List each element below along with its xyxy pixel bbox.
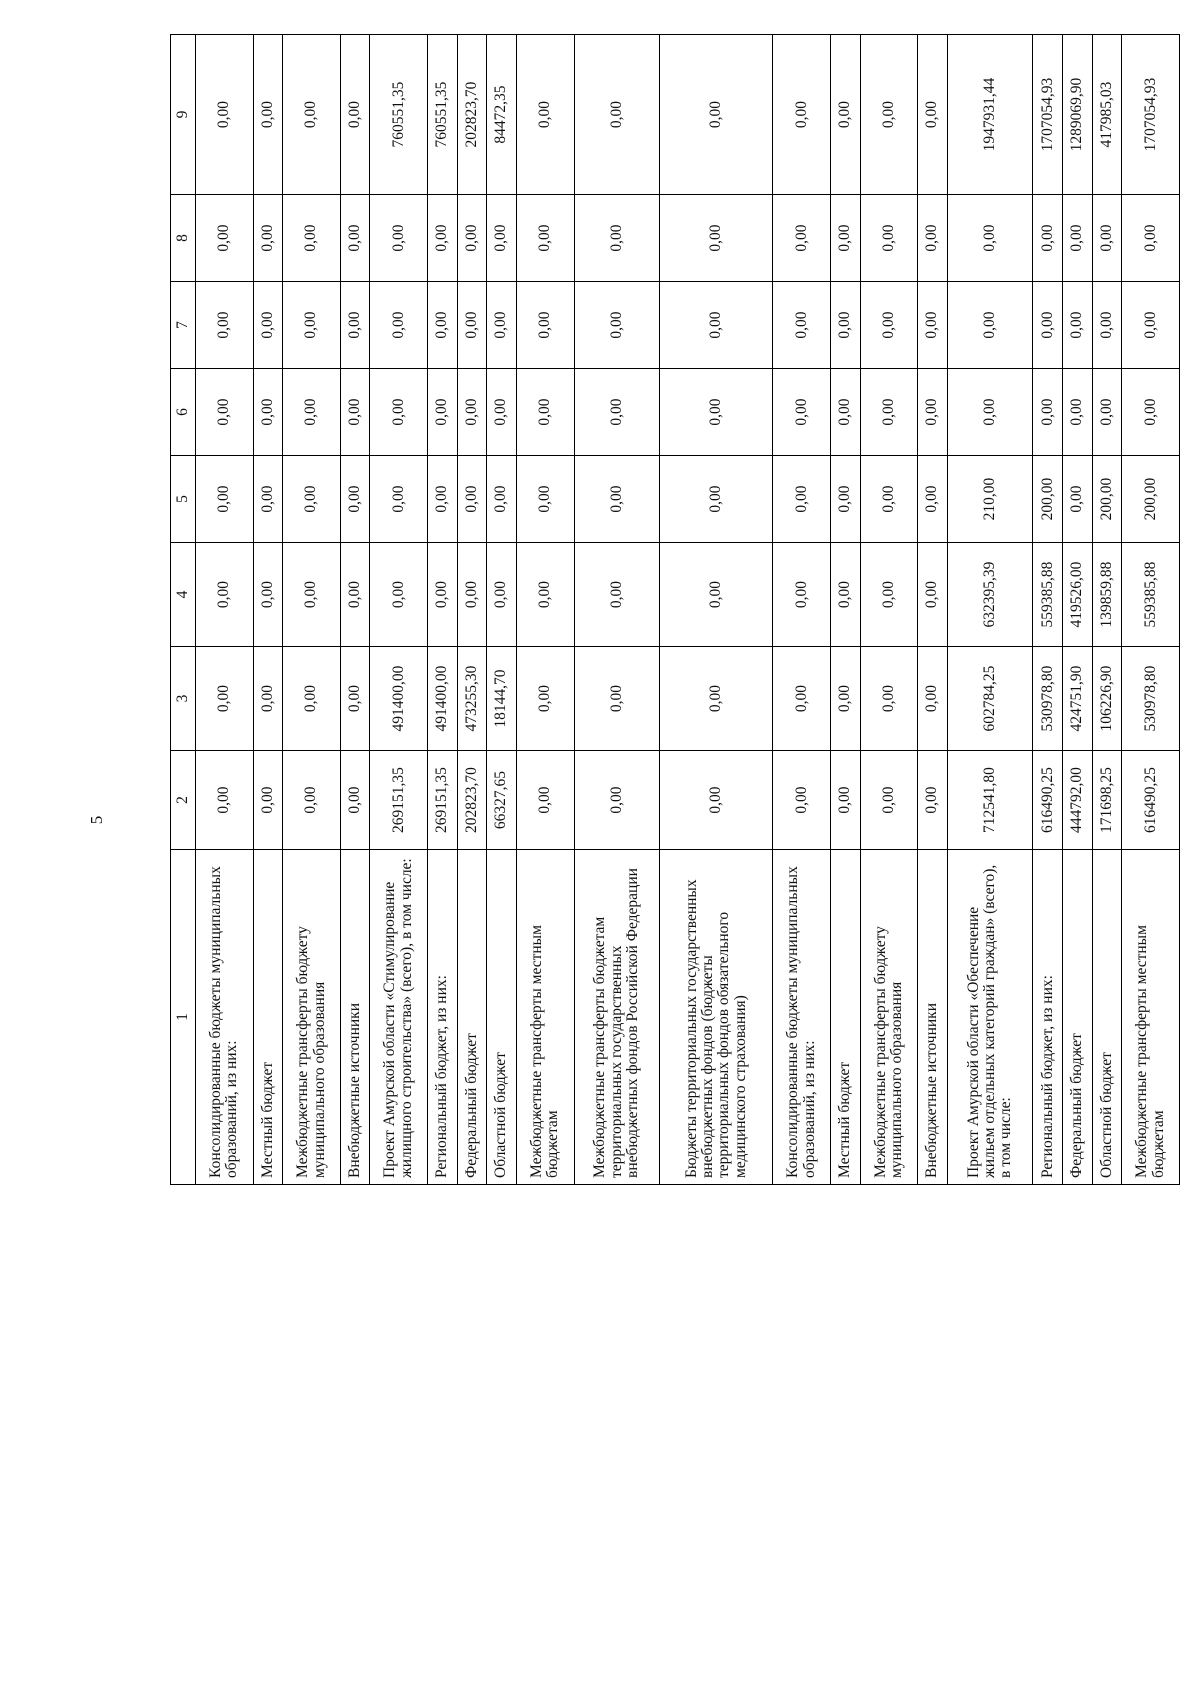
table-row bbox=[1092, 35, 1122, 1185]
table-row bbox=[428, 35, 458, 1185]
value-cell: 0,00 bbox=[196, 647, 254, 751]
value-cell: 0,00 bbox=[487, 543, 517, 647]
table-row bbox=[196, 35, 254, 1185]
row-label: Местный бюджет bbox=[253, 850, 283, 1185]
row-label: Областной бюджет bbox=[1092, 850, 1122, 1185]
value-cell: 0,00 bbox=[253, 543, 283, 647]
value-cell: 0,00 bbox=[574, 35, 660, 195]
value-cell: 1707054,93 bbox=[1122, 35, 1180, 195]
value-cell: 0,00 bbox=[283, 195, 341, 282]
value-cell: 0,00 bbox=[253, 35, 283, 195]
value-cell: 0,00 bbox=[660, 195, 773, 282]
value-cell: 0,00 bbox=[947, 195, 1033, 282]
value-cell: 491400,00 bbox=[428, 647, 458, 751]
column-header: 7 bbox=[171, 282, 196, 369]
value-cell: 760551,35 bbox=[428, 35, 458, 195]
value-cell: 0,00 bbox=[370, 195, 428, 282]
value-cell: 0,00 bbox=[773, 369, 831, 456]
value-cell: 0,00 bbox=[253, 195, 283, 282]
value-cell: 0,00 bbox=[831, 543, 861, 647]
value-cell: 0,00 bbox=[340, 35, 370, 195]
value-cell: 0,00 bbox=[457, 456, 487, 543]
value-cell: 0,00 bbox=[574, 647, 660, 751]
value-cell: 0,00 bbox=[516, 369, 574, 456]
row-label: Межбюджетные трансферты местным бюджетам bbox=[516, 850, 574, 1185]
value-cell: 632395,39 bbox=[947, 543, 1033, 647]
value-cell: 0,00 bbox=[1063, 282, 1093, 369]
value-cell: 0,00 bbox=[1122, 369, 1180, 456]
value-cell: 106226,90 bbox=[1092, 647, 1122, 751]
value-cell: 0,00 bbox=[1063, 195, 1093, 282]
value-cell: 0,00 bbox=[340, 369, 370, 456]
value-cell: 0,00 bbox=[1122, 195, 1180, 282]
value-cell: 491400,00 bbox=[370, 647, 428, 751]
row-label: Федеральный бюджет bbox=[1063, 850, 1093, 1185]
value-cell: 0,00 bbox=[574, 751, 660, 850]
column-header: 8 bbox=[171, 195, 196, 282]
value-cell: 0,00 bbox=[1063, 456, 1093, 543]
row-label: Консолидированные бюджеты муниципальных образований, из них: bbox=[196, 850, 254, 1185]
value-cell: 269151,35 bbox=[370, 751, 428, 850]
table-row bbox=[283, 35, 341, 1185]
value-cell: 0,00 bbox=[1092, 195, 1122, 282]
value-cell: 0,00 bbox=[918, 647, 948, 751]
value-cell: 0,00 bbox=[1063, 369, 1093, 456]
table-body bbox=[196, 35, 1180, 1185]
value-cell: 0,00 bbox=[831, 751, 861, 850]
row-label: Внебюджетные источники bbox=[918, 850, 948, 1185]
value-cell: 0,00 bbox=[253, 369, 283, 456]
rotated-table-wrapper bbox=[170, 35, 1180, 1185]
value-cell: 424751,90 bbox=[1063, 647, 1093, 751]
value-cell: 0,00 bbox=[253, 282, 283, 369]
value-cell: 0,00 bbox=[283, 647, 341, 751]
value-cell: 0,00 bbox=[196, 282, 254, 369]
value-cell: 0,00 bbox=[860, 195, 918, 282]
value-cell: 0,00 bbox=[947, 369, 1033, 456]
value-cell: 200,00 bbox=[1122, 456, 1180, 543]
value-cell: 0,00 bbox=[918, 543, 948, 647]
row-label: Межбюджетные трансферты бюджетам территориальных государственных внебюджетных фондов Российской Федерации bbox=[574, 850, 660, 1185]
value-cell: 760551,35 bbox=[370, 35, 428, 195]
value-cell: 0,00 bbox=[487, 369, 517, 456]
value-cell: 419526,00 bbox=[1063, 543, 1093, 647]
value-cell: 0,00 bbox=[660, 369, 773, 456]
value-cell: 1707054,93 bbox=[1033, 35, 1063, 195]
value-cell: 0,00 bbox=[283, 369, 341, 456]
value-cell: 0,00 bbox=[918, 195, 948, 282]
value-cell: 0,00 bbox=[860, 456, 918, 543]
value-cell: 0,00 bbox=[918, 35, 948, 195]
row-label: Проект Амурской области «Стимулирование жилищного строительства» (всего), в том числе: bbox=[370, 850, 428, 1185]
value-cell: 0,00 bbox=[457, 282, 487, 369]
value-cell: 0,00 bbox=[340, 543, 370, 647]
value-cell: 0,00 bbox=[660, 543, 773, 647]
row-label: Местный бюджет bbox=[831, 850, 861, 1185]
value-cell: 0,00 bbox=[487, 195, 517, 282]
value-cell: 0,00 bbox=[860, 282, 918, 369]
table-row bbox=[660, 35, 773, 1185]
value-cell: 0,00 bbox=[947, 282, 1033, 369]
value-cell: 444792,00 bbox=[1063, 751, 1093, 850]
value-cell: 0,00 bbox=[574, 282, 660, 369]
column-header: 4 bbox=[171, 543, 196, 647]
value-cell: 530978,80 bbox=[1122, 647, 1180, 751]
value-cell: 0,00 bbox=[340, 751, 370, 850]
value-cell: 616490,25 bbox=[1033, 751, 1063, 850]
value-cell: 0,00 bbox=[1033, 282, 1063, 369]
column-header: 3 bbox=[171, 647, 196, 751]
value-cell: 0,00 bbox=[660, 282, 773, 369]
row-label: Федеральный бюджет bbox=[457, 850, 487, 1185]
value-cell: 0,00 bbox=[516, 647, 574, 751]
value-cell: 0,00 bbox=[574, 456, 660, 543]
value-cell: 0,00 bbox=[1092, 282, 1122, 369]
value-cell: 202823,70 bbox=[457, 35, 487, 195]
value-cell: 0,00 bbox=[428, 282, 458, 369]
value-cell: 0,00 bbox=[196, 195, 254, 282]
value-cell: 0,00 bbox=[860, 543, 918, 647]
column-header: 5 bbox=[171, 456, 196, 543]
value-cell: 269151,35 bbox=[428, 751, 458, 850]
value-cell: 0,00 bbox=[253, 456, 283, 543]
value-cell: 616490,25 bbox=[1122, 751, 1180, 850]
value-cell: 0,00 bbox=[860, 647, 918, 751]
value-cell: 0,00 bbox=[1033, 195, 1063, 282]
table-row bbox=[1033, 35, 1063, 1185]
value-cell: 0,00 bbox=[283, 456, 341, 543]
value-cell: 0,00 bbox=[773, 543, 831, 647]
value-cell: 0,00 bbox=[428, 369, 458, 456]
value-cell: 0,00 bbox=[428, 195, 458, 282]
table-row bbox=[487, 35, 517, 1185]
value-cell: 66327,65 bbox=[487, 751, 517, 850]
value-cell: 0,00 bbox=[340, 647, 370, 751]
value-cell: 0,00 bbox=[516, 456, 574, 543]
value-cell: 210,00 bbox=[947, 456, 1033, 543]
value-cell: 0,00 bbox=[918, 369, 948, 456]
value-cell: 0,00 bbox=[196, 751, 254, 850]
value-cell: 0,00 bbox=[660, 35, 773, 195]
value-cell: 559385,88 bbox=[1122, 543, 1180, 647]
value-cell: 473255,30 bbox=[457, 647, 487, 751]
row-label: Региональный бюджет, из них: bbox=[428, 850, 458, 1185]
value-cell: 18144,70 bbox=[487, 647, 517, 751]
column-header: 6 bbox=[171, 369, 196, 456]
value-cell: 0,00 bbox=[196, 456, 254, 543]
value-cell: 559385,88 bbox=[1033, 543, 1063, 647]
budget-table bbox=[170, 34, 1180, 1185]
value-cell: 0,00 bbox=[253, 751, 283, 850]
table-row bbox=[1063, 35, 1093, 1185]
value-cell: 0,00 bbox=[253, 647, 283, 751]
value-cell: 0,00 bbox=[773, 751, 831, 850]
value-cell: 0,00 bbox=[831, 35, 861, 195]
value-cell: 0,00 bbox=[428, 456, 458, 543]
value-cell: 0,00 bbox=[1033, 369, 1063, 456]
row-label: Внебюджетные источники bbox=[340, 850, 370, 1185]
value-cell: 0,00 bbox=[1122, 282, 1180, 369]
column-header: 2 bbox=[171, 751, 196, 850]
row-label: Межбюджетные трансферты бюджету муниципального образования bbox=[283, 850, 341, 1185]
value-cell: 0,00 bbox=[516, 282, 574, 369]
value-cell: 0,00 bbox=[574, 195, 660, 282]
table-row bbox=[1122, 35, 1180, 1185]
value-cell: 84472,35 bbox=[487, 35, 517, 195]
table-row bbox=[340, 35, 370, 1185]
value-cell: 0,00 bbox=[196, 35, 254, 195]
value-cell: 0,00 bbox=[831, 456, 861, 543]
value-cell: 0,00 bbox=[487, 282, 517, 369]
table-row bbox=[516, 35, 574, 1185]
value-cell: 417985,03 bbox=[1092, 35, 1122, 195]
value-cell: 0,00 bbox=[773, 282, 831, 369]
value-cell: 200,00 bbox=[1033, 456, 1063, 543]
value-cell: 0,00 bbox=[516, 35, 574, 195]
value-cell: 0,00 bbox=[918, 456, 948, 543]
value-cell: 0,00 bbox=[283, 543, 341, 647]
value-cell: 0,00 bbox=[1092, 369, 1122, 456]
value-cell: 530978,80 bbox=[1033, 647, 1063, 751]
value-cell: 0,00 bbox=[283, 751, 341, 850]
value-cell: 0,00 bbox=[340, 195, 370, 282]
value-cell: 0,00 bbox=[370, 543, 428, 647]
value-cell: 0,00 bbox=[918, 282, 948, 369]
row-label: Проект Амурской области «Обеспечение жильем отдельных категорий граждан» (всего), в том числе: bbox=[947, 850, 1033, 1185]
table-row bbox=[574, 35, 660, 1185]
table-row bbox=[253, 35, 283, 1185]
value-cell: 200,00 bbox=[1092, 456, 1122, 543]
value-cell: 0,00 bbox=[773, 647, 831, 751]
value-cell: 0,00 bbox=[457, 195, 487, 282]
column-header: 1 bbox=[171, 850, 196, 1185]
value-cell: 712541,80 bbox=[947, 751, 1033, 850]
value-cell: 0,00 bbox=[831, 369, 861, 456]
value-cell: 0,00 bbox=[283, 282, 341, 369]
value-cell: 0,00 bbox=[660, 647, 773, 751]
value-cell: 0,00 bbox=[831, 282, 861, 369]
value-cell: 0,00 bbox=[516, 195, 574, 282]
value-cell: 0,00 bbox=[831, 195, 861, 282]
value-cell: 0,00 bbox=[428, 543, 458, 647]
value-cell: 0,00 bbox=[370, 282, 428, 369]
value-cell: 0,00 bbox=[660, 456, 773, 543]
value-cell: 0,00 bbox=[516, 543, 574, 647]
value-cell: 0,00 bbox=[283, 35, 341, 195]
value-cell: 0,00 bbox=[831, 647, 861, 751]
value-cell: 0,00 bbox=[574, 543, 660, 647]
table-row bbox=[831, 35, 861, 1185]
value-cell: 0,00 bbox=[340, 282, 370, 369]
row-label: Областной бюджет bbox=[487, 850, 517, 1185]
value-cell: 171698,25 bbox=[1092, 751, 1122, 850]
column-header: 9 bbox=[171, 35, 196, 195]
table-row bbox=[918, 35, 948, 1185]
row-label: Межбюджетные трансферты бюджету муниципального образования bbox=[860, 850, 918, 1185]
page-number: 5 bbox=[87, 815, 106, 825]
table-row bbox=[860, 35, 918, 1185]
table-row bbox=[457, 35, 487, 1185]
table-row bbox=[947, 35, 1033, 1185]
value-cell: 0,00 bbox=[370, 456, 428, 543]
value-cell: 202823,70 bbox=[457, 751, 487, 850]
value-cell: 0,00 bbox=[860, 751, 918, 850]
value-cell: 0,00 bbox=[773, 195, 831, 282]
row-label: Консолидированные бюджеты муниципальных образований, из них: bbox=[773, 850, 831, 1185]
value-cell: 0,00 bbox=[340, 456, 370, 543]
table-row bbox=[370, 35, 428, 1185]
value-cell: 0,00 bbox=[773, 35, 831, 195]
value-cell: 0,00 bbox=[860, 35, 918, 195]
row-label: Межбюджетные трансферты местным бюджетам bbox=[1122, 850, 1180, 1185]
value-cell: 0,00 bbox=[773, 456, 831, 543]
value-cell: 0,00 bbox=[196, 543, 254, 647]
value-cell: 0,00 bbox=[516, 751, 574, 850]
value-cell: 139859,88 bbox=[1092, 543, 1122, 647]
value-cell: 1289069,90 bbox=[1063, 35, 1093, 195]
row-label: Региональный бюджет, из них: bbox=[1033, 850, 1063, 1185]
table-row bbox=[773, 35, 831, 1185]
value-cell: 0,00 bbox=[370, 369, 428, 456]
row-label: Бюджеты территориальных государственных внебюджетных фондов (бюджеты территориальных фондов обязательного медицинского страхования) bbox=[660, 850, 773, 1185]
value-cell: 602784,25 bbox=[947, 647, 1033, 751]
value-cell: 1947931,44 bbox=[947, 35, 1033, 195]
value-cell: 0,00 bbox=[457, 543, 487, 647]
value-cell: 0,00 bbox=[918, 751, 948, 850]
value-cell: 0,00 bbox=[196, 369, 254, 456]
value-cell: 0,00 bbox=[457, 369, 487, 456]
value-cell: 0,00 bbox=[860, 369, 918, 456]
header-row bbox=[171, 35, 196, 1185]
value-cell: 0,00 bbox=[574, 369, 660, 456]
value-cell: 0,00 bbox=[487, 456, 517, 543]
value-cell: 0,00 bbox=[660, 751, 773, 850]
